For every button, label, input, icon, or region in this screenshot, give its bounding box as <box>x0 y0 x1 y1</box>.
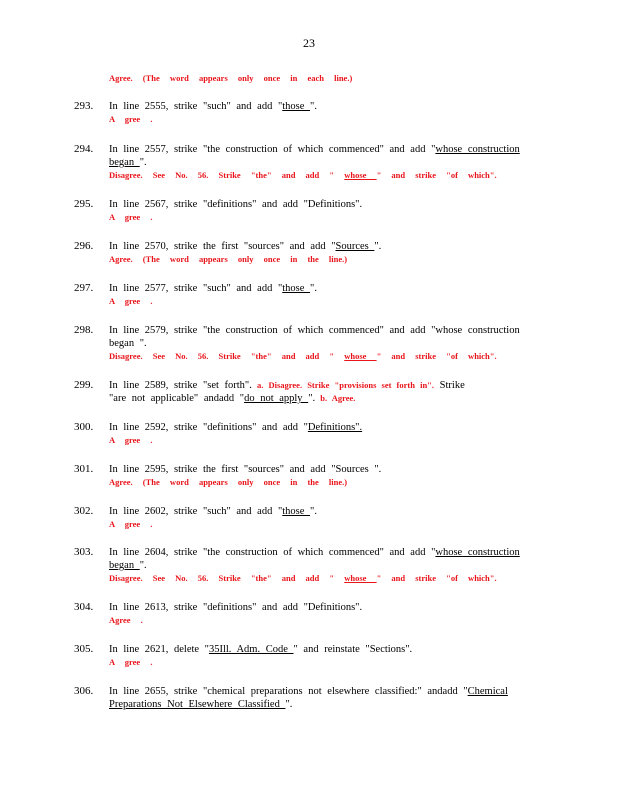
item-number: 297. <box>74 282 94 294</box>
page-number: 23 <box>303 36 315 50</box>
item-text-continued: began ". <box>109 157 147 168</box>
item-295 <box>74 198 554 223</box>
item-number: 301. <box>74 463 94 475</box>
item-302 <box>74 505 554 530</box>
item-number: 296. <box>74 240 94 252</box>
item-number: 305. <box>74 643 94 655</box>
response-note: Disagree. See No. 56. Strike "the" and add " whose " and strike "of which". <box>109 170 497 180</box>
item-number: 302. <box>74 505 94 517</box>
response-note: b. Agree. <box>315 393 356 403</box>
item-number: 306. <box>74 685 94 697</box>
response-note: A gree . <box>109 114 153 124</box>
response-note: A gree . <box>109 519 153 529</box>
item-text-continued: Preparations Not Elsewhere Classified ". <box>109 699 293 710</box>
item-text: In line 2604, strike "the construction of which commenced" and add "whose construction <box>109 547 520 558</box>
item-text: In line 2579, strike "the construction of which commenced" and add "whose construction <box>109 325 520 336</box>
response-note: Agree. (The word appears only once in the line.) <box>109 477 348 487</box>
item-306 <box>74 685 554 711</box>
item-text: In line 2557, strike "the construction of which commenced" and add "whose construction <box>109 144 520 155</box>
item-text: In line 2567, strike "definitions" and add "Definitions". <box>109 199 363 210</box>
item-text: In line 2577, strike "such" and add "those ". <box>109 283 317 294</box>
item-number: 304. <box>74 601 94 613</box>
item-text: In line 2555, strike "such" and add "those ". <box>109 101 317 112</box>
item-text: In line 2589, strike "set forth". a. Disagree. Strike "provisions set forth in". Strike <box>109 380 465 391</box>
item-number: 294. <box>74 143 94 155</box>
item-296 <box>74 240 554 265</box>
response-note: A gree . <box>109 212 153 222</box>
response-note: A gree . <box>109 296 153 306</box>
item-305 <box>74 643 554 668</box>
item-number: 298. <box>74 324 94 336</box>
response-note: Disagree. See No. 56. Strike "the" and add " whose " and strike "of which". <box>109 573 497 583</box>
item-number: 295. <box>74 198 94 210</box>
item-294 <box>74 143 554 181</box>
response-note: a. Disagree. Strike "provisions set forth in". <box>251 380 435 390</box>
item-303 <box>74 546 554 584</box>
item-text-continued: began ". <box>109 560 147 571</box>
item-297 <box>74 282 554 307</box>
response-note: A gree . <box>109 657 153 667</box>
item-text: In line 2613, strike "definitions" and add "Definitions". <box>109 602 363 613</box>
response-note: Agree . <box>109 615 143 625</box>
item-number: 293. <box>74 100 94 112</box>
item-number: 300. <box>74 421 94 433</box>
response-note: A gree . <box>109 435 153 445</box>
response-note: Agree. (The word appears only once in each line.) <box>109 73 353 83</box>
item-text: In line 2592, strike "definitions" and add "Definitions". <box>109 422 363 433</box>
response-note: Disagree. See No. 56. Strike "the" and add " whose " and strike "of which". <box>109 351 497 361</box>
item-298 <box>74 324 554 362</box>
item-301 <box>74 463 554 488</box>
item-text: In line 2602, strike "such" and add "those ". <box>109 506 317 517</box>
item-300 <box>74 421 554 446</box>
item-text-continued: began ". <box>109 338 147 349</box>
item-number: 299. <box>74 379 94 391</box>
item-299 <box>74 379 554 405</box>
item-text: In line 2621, delete "35Ill. Adm. Code " and reinstate "Sections". <box>109 644 413 655</box>
item-text-continued: "are not applicable" andadd "do not apply ". b. Agree. <box>109 393 356 404</box>
item-304 <box>74 601 554 626</box>
item-text: In line 2595, strike the first "sources" and add "Sources ". <box>109 464 382 475</box>
item-number: 303. <box>74 546 94 558</box>
item-text: In line 2570, strike the first "sources" and add "Sources ". <box>109 241 382 252</box>
item-text: In line 2655, strike "chemical preparations not elsewhere classified:" andadd "Chemical <box>109 686 508 697</box>
response-note: Agree. (The word appears only once in the line.) <box>109 254 348 264</box>
item-293 <box>74 100 554 125</box>
